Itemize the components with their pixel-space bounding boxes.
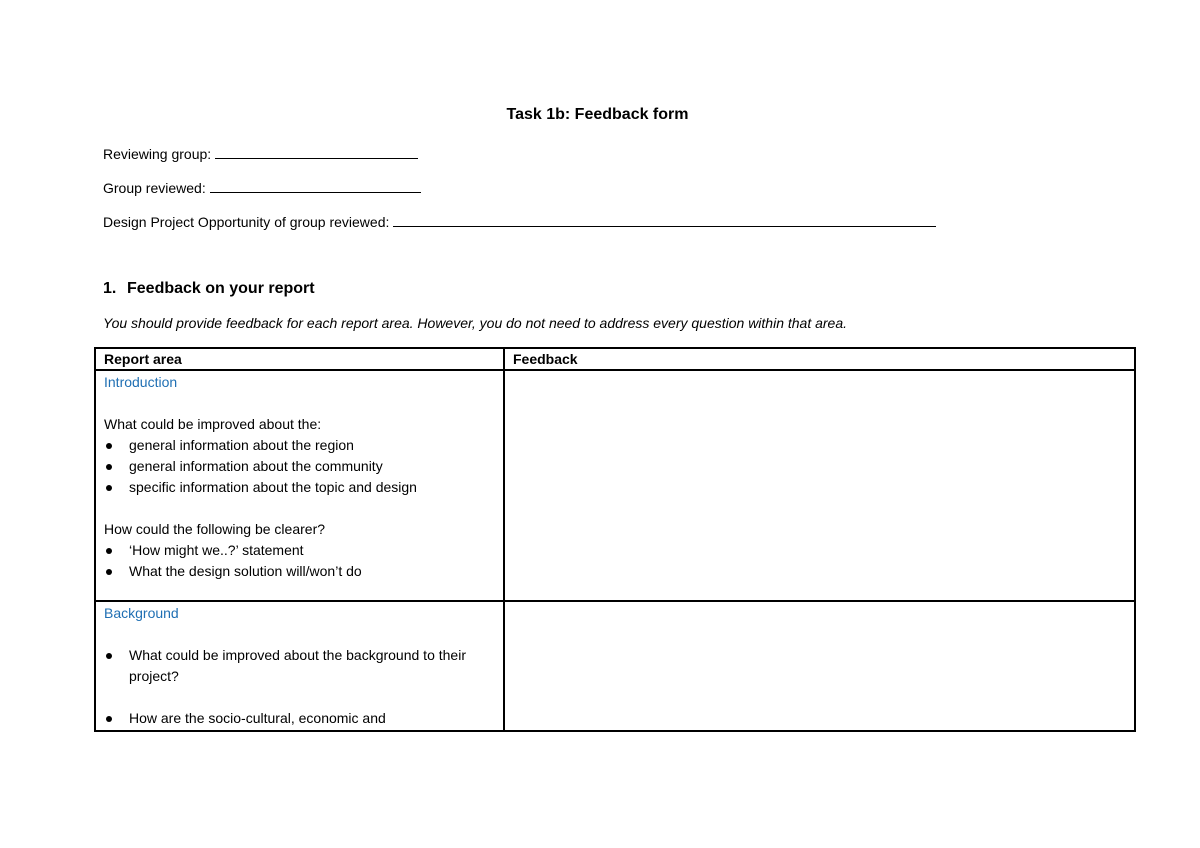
- page-title: Task 1b: Feedback form: [506, 106, 689, 123]
- bullet-list: [104, 645, 495, 687]
- question-text: What could be improved about the:: [104, 416, 322, 432]
- section-title: Feedback on your report: [127, 280, 315, 297]
- bullet-list: [104, 708, 495, 729]
- list-item: How are the socio-cultural, economic and: [104, 708, 495, 729]
- area-title-background: Background: [104, 605, 179, 621]
- section-heading: [103, 280, 315, 298]
- report-area-cell-introduction: [95, 370, 504, 601]
- design-opportunity-field: [103, 212, 936, 230]
- question-text: How could the following be clearer?: [104, 521, 326, 537]
- table-header-row: [95, 348, 1135, 370]
- area-title-introduction: Introduction: [104, 374, 178, 390]
- header-report-area: Report area: [95, 348, 504, 370]
- table-row: [95, 370, 1135, 601]
- list-item: specific information about the topic and design: [104, 477, 495, 498]
- group-reviewed-blank[interactable]: [210, 178, 421, 193]
- list-item: What the design solution will/won’t do: [104, 561, 495, 582]
- design-opportunity-label: Design Project Opportunity of group reviewed:: [103, 214, 390, 230]
- reviewing-group-field: [103, 144, 418, 162]
- list-item: What could be improved about the background to their project?: [104, 645, 495, 687]
- group-reviewed-field: [103, 178, 421, 196]
- list-item: general information about the community: [104, 456, 495, 477]
- header-feedback: Feedback: [504, 348, 1135, 370]
- feedback-table: [94, 347, 1136, 732]
- feedback-cell-introduction[interactable]: [504, 370, 1135, 601]
- instruction-text: You should provide feedback for each report area. However, you do not need to address every question within that area.: [103, 315, 848, 331]
- bullet-list: [104, 435, 495, 498]
- list-item: general information about the region: [104, 435, 495, 456]
- list-item: ‘How might we..?’ statement: [104, 540, 495, 561]
- bullet-list: [104, 540, 495, 582]
- design-opportunity-blank[interactable]: [393, 212, 936, 227]
- table-row: [95, 601, 1135, 731]
- group-reviewed-label: Group reviewed:: [103, 180, 206, 196]
- reviewing-group-blank[interactable]: [215, 144, 418, 159]
- section-number: 1.: [103, 280, 117, 297]
- feedback-cell-background[interactable]: [504, 601, 1135, 731]
- report-area-cell-background: [95, 601, 504, 731]
- reviewing-group-label: Reviewing group:: [103, 146, 212, 162]
